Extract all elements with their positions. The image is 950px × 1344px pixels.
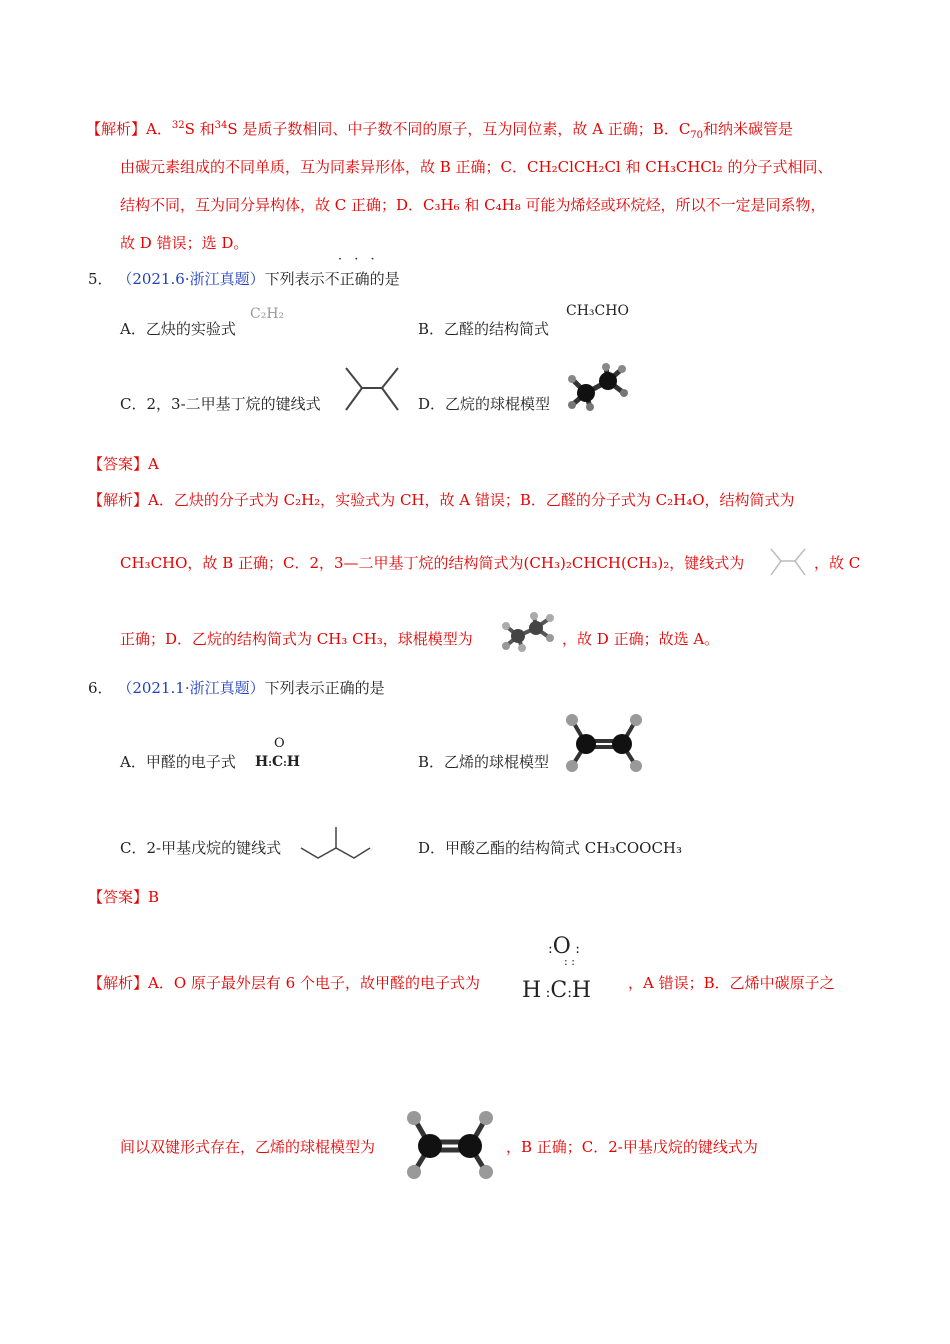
q5-option-a-formula: C₂H₂	[250, 306, 285, 322]
ethane-ball-stick-model	[566, 363, 630, 411]
q5-option-a: A．乙炔的实验式	[120, 320, 236, 338]
q6-stem	[88, 677, 385, 698]
q5-analysis-line3-end: ，故 D 正确；故选 A。	[562, 630, 720, 648]
q5-stem	[88, 268, 400, 289]
formaldehyde-electron-formula: :O : : : H :C:H	[522, 934, 592, 1003]
q4-analysis-line4: 故 D 错误；选 D。	[120, 234, 249, 252]
question-number: 5．	[88, 270, 113, 288]
ethylene-ball-stick-model	[564, 712, 644, 774]
q5-analysis-line2: CH₃CHO，故 B 正确；C．2，3—二甲基丁烷的结构简式为(CH₃)₂CHCH(CH₃)₂，键线式为	[120, 554, 745, 572]
ethane-ball-stick-model-small	[500, 612, 556, 652]
q6-option-d: D．甲酸乙酯的结构简式 CH₃COOCH₃	[418, 839, 683, 857]
formaldehyde-electron-formula-small: O H:C:H	[255, 736, 301, 770]
dimethylbutane-skeletal-formula-small	[770, 548, 806, 576]
question-number: 6．	[88, 679, 113, 697]
q6-analysis-line1: 【解析】A．O 原子最外层有 6 个电子，故甲醛的电子式为	[88, 974, 480, 992]
q4-analysis-line3: 结构不同，互为同分异构体，故 C 正确；D．C₃H₆ 和 C₄H₈ 可能为烯烃或环烷烃，所以不一定是同系物，	[120, 196, 826, 214]
q5-answer: 【答案】A	[88, 455, 159, 473]
q5-option-d: D．乙烷的球棍模型	[418, 395, 551, 413]
q6-option-c: C．2-甲基戊烷的键线式	[120, 839, 282, 857]
q5-option-b: B．乙醛的结构简式	[418, 320, 550, 338]
emphasis-dots: · · ·	[338, 252, 379, 267]
question-text: 下列表示正确的是	[264, 679, 385, 697]
q6-option-b: B．乙烯的球棍模型	[418, 753, 550, 771]
q4-analysis-line1: 【解析】A．$^{32}$S 和$^{34}$S 是质子数相同、中子数不同的原子，互为同位素，故 A 正确；B．$C_{70}$和纳米碳管是	[86, 120, 794, 141]
q5-analysis-line3: 正确；D．乙烷的结构简式为 CH₃ CH₃，球棍模型为	[120, 630, 473, 648]
q5-analysis-line2-end: ，故 C	[814, 554, 861, 572]
q5-option-b-formula: CH₃CHO	[566, 303, 629, 319]
q6-option-a: A．甲醛的电子式	[120, 753, 236, 771]
q4-analysis-line2: 由碳元素组成的不同单质，互为同素异形体，故 B 正确；C．CH₂ClCH₂Cl 和 CH₃CHCl₂ 的分子式相同、	[120, 158, 833, 176]
dimethylbutane-skeletal-formula	[344, 366, 400, 412]
q6-analysis-line2-end: ，B 正确；C．2-甲基戊烷的键线式为	[506, 1138, 758, 1156]
question-source: （2021.6·浙江真题）	[117, 270, 265, 288]
q6-answer: 【答案】B	[88, 888, 160, 906]
q6-analysis-line1-end: ，A 错误；B．乙烯中碳原子之	[628, 974, 835, 992]
q6-analysis-line2: 间以双键形式存在，乙烯的球棍模型为	[120, 1138, 376, 1156]
analysis-label: 【解析】	[86, 120, 147, 138]
q5-analysis-line1: 【解析】A．乙炔的分子式为 C₂H₂，实验式为 CH，故 A 错误；B．乙醛的分子式为 C₂H₄O，结构简式为	[88, 491, 795, 509]
ethylene-ball-stick-model-large	[404, 1110, 496, 1182]
question-text: 下列表示不正确的是	[264, 270, 400, 288]
question-source: （2021.1·浙江真题）	[117, 679, 265, 697]
q5-option-c: C．2，3-二甲基丁烷的键线式	[120, 395, 321, 413]
methylpentane-skeletal-formula	[300, 826, 372, 860]
